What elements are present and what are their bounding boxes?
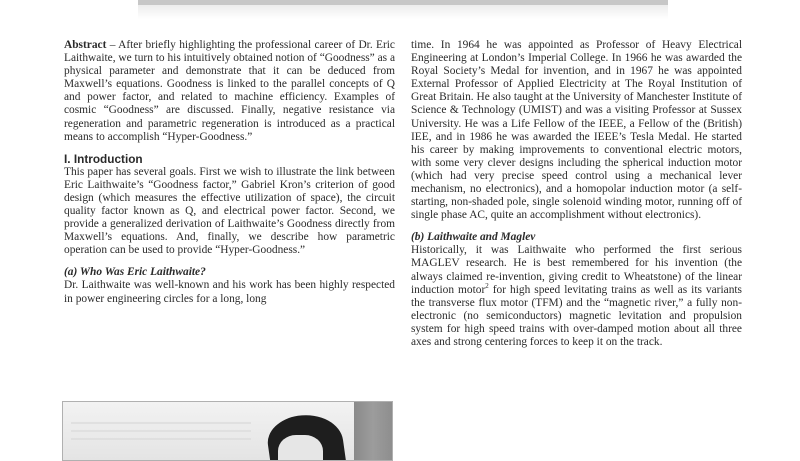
section-a-paragraph-start: Dr. Laithwaite was well-known and his work has been highly respected in power engineering circles for a long, long	[64, 279, 395, 305]
introduction-heading: I. Introduction	[64, 151, 143, 166]
section-b-heading: (b) Laithwaite and Maglev	[411, 231, 536, 244]
abstract-text: – After briefly highlighting the professional career of Dr. Eric Laithwaite, we turn to his intuitively obtained notion of “Goodness” as a physical parameter and demonstrate that it can be deduced from Maxwell’s equations. Goodness is linked to the parallel concepts of Q and power factor, and related to machine efficiency. Examples of cosmic “Goodness” are discussed. Finally, negative resistance via regeneration and parametric regeneration is introduced as a practical means to accomplish “Hyper-Goodness.”	[64, 39, 395, 143]
page-header-shadow	[138, 5, 668, 19]
photo-face-shape	[278, 435, 323, 461]
section-b-text-2: for high speed levitating trains as well as its variants the transverse flux motor (TFM) and the “magnetic river,” a fully non-electronic (no semiconductors) magnetic levitation and propulsion system for high speed trains with over-damped motion about all three axes and strong centering forces to keep it on the track.	[411, 283, 742, 348]
section-b-paragraph	[411, 244, 742, 349]
portrait-photo	[62, 401, 393, 461]
right-column	[411, 39, 742, 349]
section-a-heading: (a) Who Was Eric Laithwaite?	[64, 266, 206, 279]
footnote-reference[interactable]: 2	[485, 281, 489, 290]
introduction-paragraph: This paper has several goals. First we wish to illustrate the link between Eric Laithwaite’s “Goodness factor,” Gabriel Kron’s criterion of good design (which measures the effective utilization of space), the circuit quality factor known as Q, and electrical power factor. Second, we provide a generalized derivation of Laithwaite’s Goodness directly from Maxwell’s equations. And, finally, we describe how parametric operation can be used to provide “Hyper-Goodness.”	[64, 165, 395, 257]
section-b-text-1: Historically, it was Laithwaite who performed the first serious MAGLEV research. He is best remembered for his invention (the always claimed re-invention, giving credit to Wheatstone) of the linear induction motor	[411, 244, 742, 296]
abstract-label: Abstract	[64, 39, 107, 51]
section-a-paragraph-continued: time. In 1964 he was appointed as Professor of Heavy Electrical Engineering at London’s Imperial College. In 1966 he was awarded the Royal Society’s Medal for invention, and in 1967 he was appointed External Professor of Applied Electricity at The Royal Institution of Great Britain. He also taught at the University of Manchester Institute of Science & Technology (UMIST) and was a visiting Professor at Sussex University. He was a Life Fellow of the IEEE, a Fellow of the (British) IEE, and in 1986 he was awarded the IEEE’s Tesla Medal. He started his career by making improvements to conventional electric motors, with some very clever designs including the spherical induction motor (which had very precise speed control using a mechanical lever mechanism, no electronics), and a homopolar induction motor (a self-starting, non-shaded pole, single solenoid winding motor, running off of single phase AC, quite an accomplishment without electronics).	[411, 39, 742, 222]
left-column	[64, 39, 395, 306]
photo-side-strip	[354, 402, 392, 460]
photo-background	[71, 416, 251, 446]
abstract-paragraph	[64, 39, 395, 144]
